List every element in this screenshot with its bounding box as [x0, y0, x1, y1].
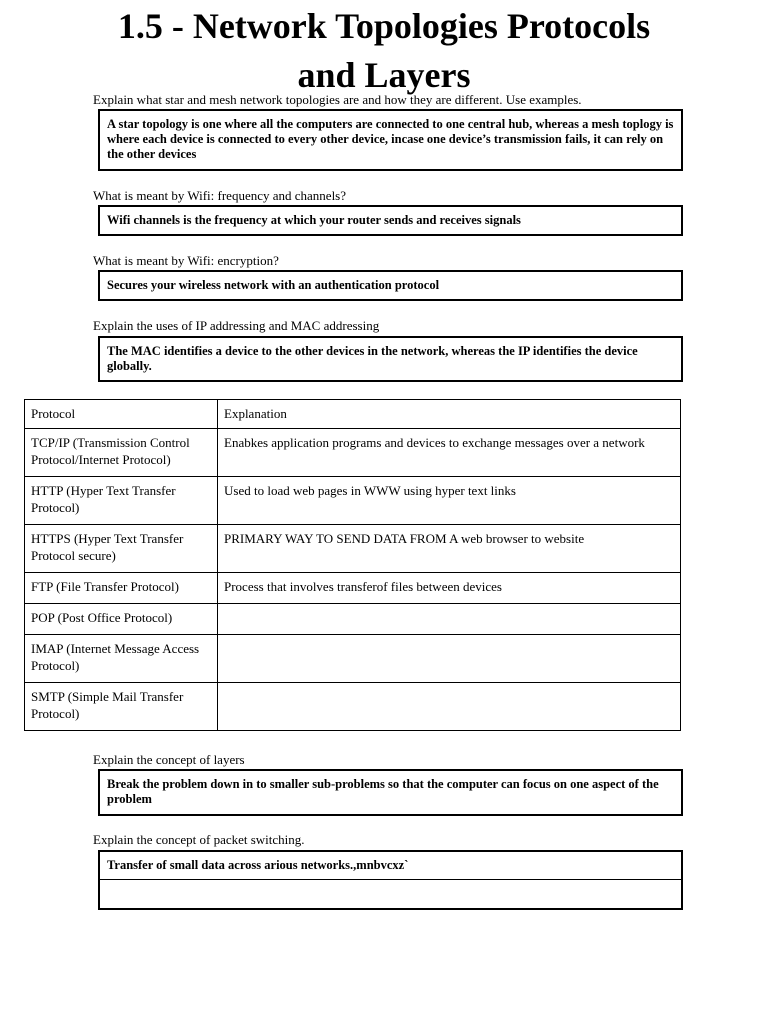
question-star-mesh: Explain what star and mesh network topologies are and how they are different. Use examples.	[93, 92, 582, 107]
protocol-table	[24, 399, 681, 731]
table-row	[25, 573, 681, 604]
question-wifi-encryption: What is meant by Wifi: encryption?	[93, 253, 279, 268]
protocol-cell: HTTP (Hyper Text Transfer Protocol)	[25, 477, 218, 525]
protocol-cell: SMTP (Simple Mail Transfer Protocol)	[25, 683, 218, 731]
answer-star-mesh[interactable]: A star topology is one where all the computers are connected to one central hub, whereas a mesh toplogy is where each device is connected to every other device, incase one device’s transmission fails, it can rely on the other devices	[99, 110, 682, 170]
protocol-cell: FTP (File Transfer Protocol)	[25, 573, 218, 604]
table-row	[25, 525, 681, 573]
explanation-cell[interactable]	[218, 604, 681, 635]
explanation-cell[interactable]: Used to load web pages in WWW using hyper text links	[218, 477, 681, 525]
answer-packet-switching-box	[99, 851, 682, 909]
question-packet-switching: Explain the concept of packet switching.	[93, 832, 305, 847]
table-row	[25, 429, 681, 477]
protocol-cell: POP (Post Office Protocol)	[25, 604, 218, 635]
protocol-cell: IMAP (Internet Message Access Protocol)	[25, 635, 218, 683]
page-title	[0, 2, 768, 100]
protocol-cell: TCP/IP (Transmission Control Protocol/Internet Protocol)	[25, 429, 218, 477]
page-title-line-1: 1.5 - Network Topologies Protocols	[117, 6, 651, 46]
explanation-cell[interactable]	[218, 683, 681, 731]
protocol-cell: HTTPS (Hyper Text Transfer Protocol secure)	[25, 525, 218, 573]
question-ip-mac: Explain the uses of IP addressing and MAC addressing	[93, 318, 380, 333]
header-protocol: Protocol	[25, 400, 218, 429]
page-title-line-2: and Layers	[297, 55, 471, 95]
table-row	[25, 683, 681, 731]
answer-packet-switching-blank[interactable]	[100, 880, 681, 908]
answer-wifi-encryption[interactable]: Secures your wireless network with an authentication protocol	[99, 271, 682, 300]
explanation-cell[interactable]: Enabkes application programs and devices to exchange messages over a network	[218, 429, 681, 477]
answer-packet-switching[interactable]: Transfer of small data across arious networks.,mnbvcxz`	[100, 852, 681, 880]
header-explanation: Explanation	[218, 400, 681, 429]
answer-ip-mac[interactable]: The MAC identifies a device to the other devices in the network, whereas the IP identifies the device globally.	[99, 337, 682, 381]
table-header-row	[25, 400, 681, 429]
table-row	[25, 604, 681, 635]
question-wifi-frequency: What is meant by Wifi: frequency and channels?	[93, 188, 347, 203]
question-layers: Explain the concept of layers	[93, 752, 245, 767]
table-row	[25, 477, 681, 525]
answer-layers[interactable]: Break the problem down in to smaller sub-problems so that the computer can focus on one aspect of the problem	[99, 770, 682, 815]
answer-wifi-frequency[interactable]: Wifi channels is the frequency at which your router sends and receives signals	[99, 206, 682, 235]
explanation-cell[interactable]: PRIMARY WAY TO SEND DATA FROM A web browser to website	[218, 525, 681, 573]
explanation-cell[interactable]: Process that involves transferof files between devices	[218, 573, 681, 604]
table-row	[25, 635, 681, 683]
explanation-cell[interactable]	[218, 635, 681, 683]
